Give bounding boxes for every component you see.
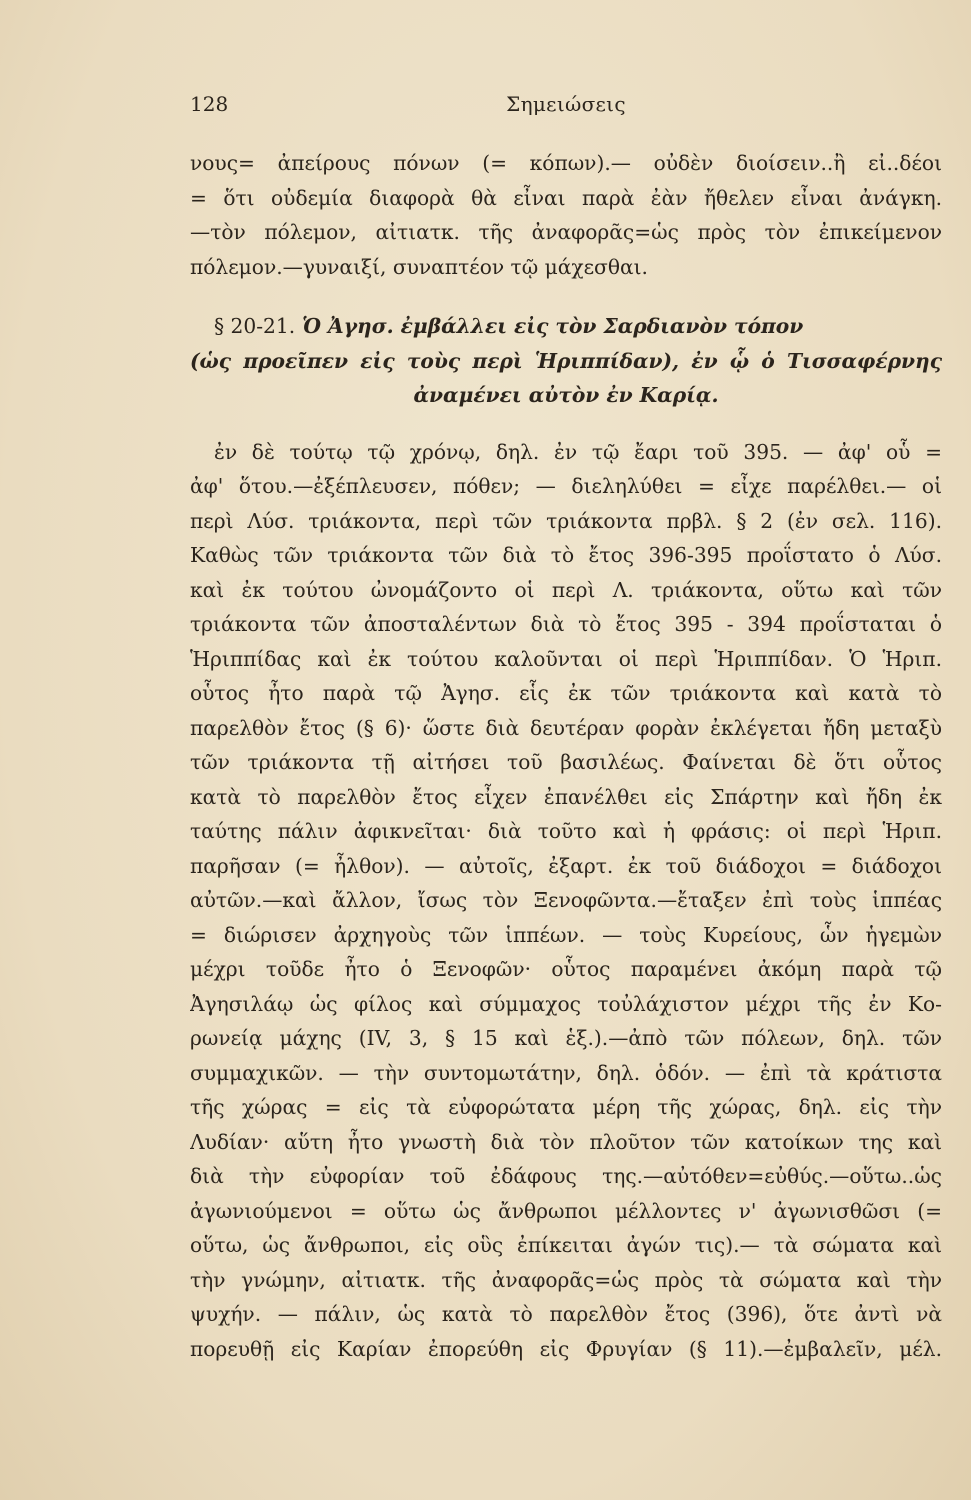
text-line: τὴν γνώμην, αἰτιατκ. τῆς ἀναφορᾶς=ὡς πρὸς τὰ σώματα καὶ τὴν [190, 1267, 942, 1292]
text-line: = ὅτι οὐδεμία διαφορὰ θὰ εἶναι παρὰ ἐὰν ἤθελεν εἶναι ἀνάγκη. [190, 185, 942, 210]
page-number: 128 [190, 92, 229, 116]
page-body [190, 146, 942, 1366]
text-line: τῆς χώρας = εἰς τὰ εὐφορώτατα μέρη τῆς χώρας, δηλ. εἰς τὴν [190, 1095, 942, 1119]
text-line: Καθὼς τῶν τριάκοντα τῶν διὰ τὸ ἔτος 396-395 προΐστατο ὁ Λύσ. [190, 543, 942, 567]
text-line: οὗτος ἦτο παρὰ τῷ Ἀγησ. εἷς ἐκ τῶν τριάκοντα καὶ κατὰ τὸ [190, 681, 942, 705]
text-line: Ἡριππίδας καὶ ἐκ τούτου καλοῦνται οἱ περὶ Ἡριππίδαν. Ὁ Ἡριπ. [190, 646, 942, 671]
text-line: περὶ Λύσ. τριάκοντα, περὶ τῶν τριάκοντα πρβλ. § 2 (ἐν σελ. 116). [190, 508, 942, 533]
running-title: Σημειώσεις [506, 92, 626, 116]
spacer [190, 413, 942, 435]
text-line: πόλεμον.—γυναιξί, συναπτέον τῷ μάχεσθαι. [190, 254, 648, 279]
section-title: Ὁ Ἀγησ. ἐμβάλλει εἰς τὸν Σαρδιανὸν τόπον [302, 314, 804, 338]
text-line: = διώρισεν ἀρχηγοὺς τῶν ἱππέων. — τοὺς Κυρείους, ὧν ἡγεμὼν [190, 922, 942, 947]
text-line: οὕτω, ὡς ἄνθρωποι, εἰς οὓς ἐπίκειται ἀγών τις).— τὰ σώματα καὶ [190, 1233, 942, 1257]
text-line: πορευθῇ εἰς Καρίαν ἐπορεύθη εἰς Φρυγίαν (§ 11).—ἐμβαλεῖν, μέλ. [190, 1336, 942, 1361]
text-line: ψυχήν. — πάλιν, ὡς κατὰ τὸ παρελθὸν ἔτος (396), ὅτε ἀντὶ νὰ [190, 1302, 942, 1326]
spacer [190, 284, 942, 309]
section-number: § 20-21. [214, 314, 296, 338]
text-line: ρωνείᾳ μάχης (IV, 3, § 15 καὶ ἑξ.).—ἀπὸ τῶν πόλεων, δηλ. τῶν [190, 1026, 942, 1050]
text-line: ἀφ' ὅτου.—ἐξέπλευσεν, πόθεν; — διεληλύθει = εἶχε παρέλθει.— οἱ [190, 474, 942, 498]
text-line: τῶν τριάκοντα τῇ αἰτήσει τοῦ βασιλέως. Φαίνεται δὲ ὅτι οὗτος [190, 750, 942, 774]
text-line: ἀγωνιούμενοι = οὕτω ὡς ἄνθρωποι μέλλοντες ν' ἀγωνισθῶσι (= [190, 1198, 942, 1223]
page-header [190, 92, 942, 122]
paragraph-2 [190, 435, 942, 1367]
text-line: Λυδίαν· αὕτη ἦτο γνωστὴ διὰ τὸν πλοῦτον τῶν κατοίκων της καὶ [190, 1129, 942, 1154]
text-line: συμμαχικῶν. — τὴν συντομωτάτην, δηλ. ὁδόν. — ἐπὶ τὰ κράτιστα [190, 1060, 942, 1085]
text-line: Ἀγησιλάῳ ὡς φίλος καὶ σύμμαχος τοὐλάχιστον μέχρι τῆς ἐν Κο- [190, 991, 942, 1016]
section-heading [190, 309, 942, 413]
text-line: παρῆσαν (= ἦλθον). — αὐτοῖς, ἐξαρτ. ἐκ τοῦ διάδοχοι = διάδοχοι [190, 853, 942, 878]
text-line: —τὸν πόλεμον, αἰτιατκ. τῆς ἀναφορᾶς=ὡς πρὸς τὸν ἐπικείμενον [190, 220, 942, 244]
text-line: καὶ ἐκ τούτου ὠνομάζοντο οἱ περὶ Λ. τριάκοντα, οὕτω καὶ τῶν [190, 577, 942, 602]
text-line: μέχρι τοῦδε ἦτο ὁ Ξενοφῶν· οὗτος παραμένει ἀκόμη παρὰ τῷ [190, 957, 942, 981]
paragraph-1 [190, 146, 942, 284]
text-line: τριάκοντα τῶν ἀποσταλέντων διὰ τὸ ἔτος 395 - 394 προΐσταται ὁ [190, 612, 942, 636]
section-heading-line: ἀναμένει αὐτὸν ἐν Καρίᾳ. [413, 383, 719, 407]
section-heading-line: (ὡς προεῖπεν εἰς τοὺς περὶ Ἡριππίδαν), ἐν ᾧ ὁ Τισσαφέρνης [190, 348, 942, 373]
text-line: ἐν δὲ τούτῳ τῷ χρόνῳ, δηλ. ἐν τῷ ἔαρι τοῦ 395. — ἀφ' οὗ = [214, 439, 942, 464]
text-line: κατὰ τὸ παρελθὸν ἔτος εἶχεν ἐπανέλθει εἰς Σπάρτην καὶ ἤδη ἐκ [190, 784, 942, 809]
text-line: διὰ τὴν εὐφορίαν τοῦ ἐδάφους της.—αὐτόθεν=εὐθύς.—οὕτω..ὡς [190, 1164, 942, 1188]
text-line: ταύτης πάλιν ἀφικνεῖται· διὰ τοῦτο καὶ ἡ φράσις: οἱ περὶ Ἡριπ. [190, 819, 942, 843]
section-heading-line [190, 309, 942, 344]
text-line: νους= ἀπείρους πόνων (= κόπων).— οὐδὲν διοίσειν..ἢ εἰ..δέοι [190, 151, 942, 175]
text-line: αὐτῶν.—καὶ ἄλλον, ἴσως τὸν Ξενοφῶντα.—ἔταξεν ἐπὶ τοὺς ἱππέας [190, 888, 942, 912]
text-line: παρελθὸν ἔτος (§ 6)· ὥστε διὰ δευτέραν φορὰν ἐκλέγεται ἤδη μεταξὺ [190, 715, 942, 740]
